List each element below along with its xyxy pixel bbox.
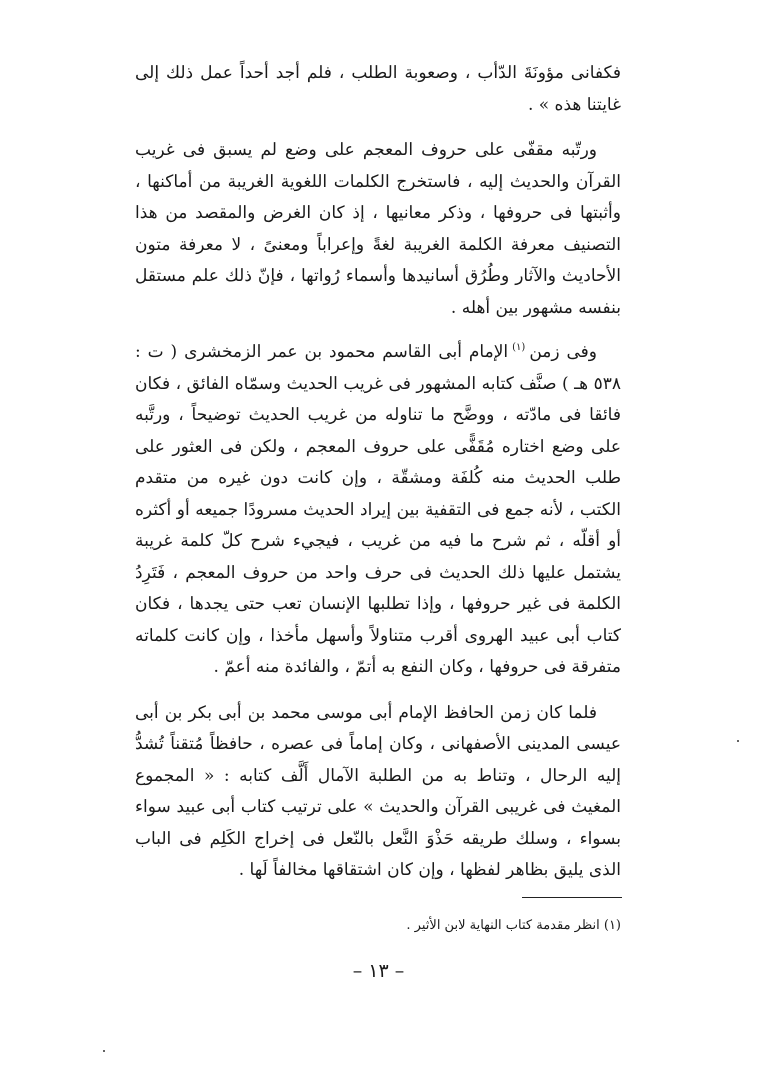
paragraph-3 [135,332,621,684]
scan-speck [103,1050,105,1052]
scan-speck [737,740,739,742]
page-body [135,58,621,887]
footnote-divider [522,897,622,898]
footnote-text: (١) انظر مقدمة كتاب النهاية لابن الأثير . [406,918,621,933]
paragraph-3-body: الإمام أبى القاسم محمود بن عمر الزمخشرى ( ت : ٥٣٨ هـ ) صنَّف كتابه المشهور فى غريب الحديث وسمّاه الفائق ، فكان فائقا فى مادّته ، ووضَّح ما تناوله من غريب الحديث توضيحاً ، ورتَّبه على وضع اختاره مُقَفًّى على حروف المعجم ، ولكن فى العثور على طلب الحديث منه كُلفَة ومشقّة ، وإن كانت دون غيره من متقدم الكتب ، لأنه جمع فى التقفية بين إيراد الحديث مسرودًا جميعه أو أكثره أو أقلّه ، ثم شرح ما فيه من غريب ، فيجيء شرح كلّ كلمة غريبة يشتمل عليها ذلك الحديث فى حرف واحد من حروف المعجم ، فَتَرِدُ الكلمة فى غير حروفها ، وإذا تطلبها الإنسان تعب حتى يجدها ، فكان كتاب أبى عبيد الهروى أقرب متناولاً وأسهل مأخذا ، وإن كانت كلماته متفرقة فى حروفها ، وكان النفع به أتمّ ، والفائدة منه أعمّ . [135,342,621,677]
paragraph-4: فلما كان زمن الحافظ الإمام أبى موسى محمد بن أبى بكر بن أبى عيسى المدينى الأصفهانى ، وكان إماماً فى عصره ، حافظاً مُتقناً تُشدُّ إليه الرحال ، وتناط به من الطلبة الآمال أَلَّف كتابه : « المجموع المغيث فى غريبى القرآن والحديث » على ترتيب كتاب أبى عبيد سواء بسواء ، وسلك طريقه حَذْوَ النَّعل بالنّعل فى إخراج الكَلِم فى الباب الذى يليق بظاهر لفظها ، وإن كان اشتقاقها مخالفاً لَها . [135,702,621,880]
footnote-reference: (١) [512,342,526,353]
paragraph-3-opening: وفى زمن [529,342,597,362]
paragraph-1: فكفانى مؤونَةَ الدّأب ، وصعوبة الطلب ، فلم أجد أحداً عمل ذلك إلى غايتنا هذه » . [135,63,621,115]
page-number: – ١٣ – [352,960,405,982]
paragraph-2: ورتّبه مقفّى على حروف المعجم على وضع لم يسبق فى غريب القرآن والحديث إليه ، فاستخرج الكلمات اللغوية الغريبة من أماكنها ، وأثبتها فى حروفها ، وذكر معانيها ، إذ كان الغرض والمقصد من هذا التصنيف معرفة الكلمة الغريبة لغةً وإعراباً ومعنىً ، لا معرفة متون الأحاديث والآثار وطُرُق أسانيدها وأسماء رُواتها ، فإنّ ذلك علم مستقل بنفسه مشهور بين أهله . [135,140,621,318]
